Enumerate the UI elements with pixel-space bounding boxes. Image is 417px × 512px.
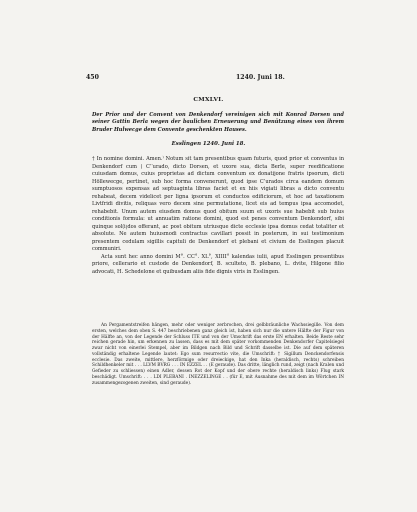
- charter-paragraph: Acta sunt hec anno domini M°. CC°. XL°, XIIII° kalendas iulii, apud Esslingen presentibus priore, cellerario et custode de Denkendorf, B. sculteto, B. plebano, L. dvite, Hilgone filio advocati, H. Schedelone et quibusdam aliis fide dignis viris in Esslingen.: [92, 253, 344, 275]
- seal-description-note: An Pergamentstreifen hängen, mehr oder weniger zerbrochen, drei gelbbräunliche Wachssiegille. Von dem ersten, welches dem oben S. 447 beschriebenen ganz gleich ist, haben sich nur die untere Hälfte der Figur von der Hälfte an, von der Legende der Schluss ITE und von der Umschrift das erste EN erhalten. Beide Reste sehr reichen gerade hin, um erkennen zu lassen, dass es mit dem später vorkommenden Denkendorfer Capitelsiegel zwar nicht von einerlei Stempel, aber im Bildgen nach Bild und Schrift dasselbe ist. Die auf dem späteren vollständig erhaltene Legende lautet: Ego sum resurrectio vite, die Umschrift: † Sigillum Denckendorfensis ecclesie. Das zweite, mittlere, herzförmige oder dreieckige, hat den Inka (heraldisch, rechts) schreiben Schildhenkeler mit . . . LLVM BVRG . . . IN EZZEL . . (E geraude). Das dritte, länglich rund, zeigt (nach Kralen und Gefieder zu schliessen) einen Adler, dessen Rot der Kopf und der obere rechte (heraldisch links) Flug stark beschädigt. Umschrift: . . . LDI PLEBANI . INEZZELINGE . . (für E, mit Ausnahme des mit dem im Wörtchen IN zusammengezogenen zweiten, sind geraude).: [92, 323, 344, 386]
- charter-paragraph: † In nomine domini. Amen.⁾ Notum sit tam presentibus quam futuris, quod prior et conventus in Denkendorf cum ⟮ C’‵urado, dicto Dorsen, et uxore sua, dicta Berle, super reedificatione cuiusdam domus, cuius proprietas ad dictum conventum ex donatijone fratris ipsorum, dicti Höllewecge, pertinet, sub hoc forma convenerunt, quod ipse C’urados circa eandem domum sumptuosos expensas ad septuaginta libras faciet et ex hiis vigiati libras a dicto conventu rehabeat, decem videlicet per ligna ipsorum et conductos edificiorum, et hoc ad taxationem Livtfridi divitis, reliquas vero decem sine permutatione, licet eis ad tempus ipsa accomodet, rehabebit. Unum autem eiusdem domus quod obitum suum et uxoris sue habebit sub huius conditionis formula: ut annuatim ratione domini, quod est penes conventum Denkendorf, sibi quinque sol⟮i⟯dos offerant, ac post obitum utriusque dicte ecclesie ipsa domus cedat totaliter et absolute. Ne autem huiusmodi contractus cavillari possit in posterum, in sui testimonium presentem cedulam sigillis capituli de Denkendorf et plebani et civium de Esslingen placuit communiri.: [92, 156, 344, 252]
- footnotes: [92, 323, 344, 386]
- header-date: 1240. Juni 18.: [236, 74, 285, 81]
- place-and-date: Esslingen 1240. Juni 18.: [171, 141, 246, 147]
- page-number: 450: [86, 74, 99, 81]
- charter-text: [92, 156, 344, 276]
- document-summary: Der Prior und der Convent von Denkendorf vereinigen sich mit Konrad Dorsen und seiner Gattin Berla wegen der baulichen Erneuerung und Benützung eines von ihrem Bruder Hulwecge dem Convente geschenkten Hauses.: [92, 112, 344, 133]
- document-number: CMXLVI.: [193, 97, 224, 103]
- running-header: [86, 74, 357, 84]
